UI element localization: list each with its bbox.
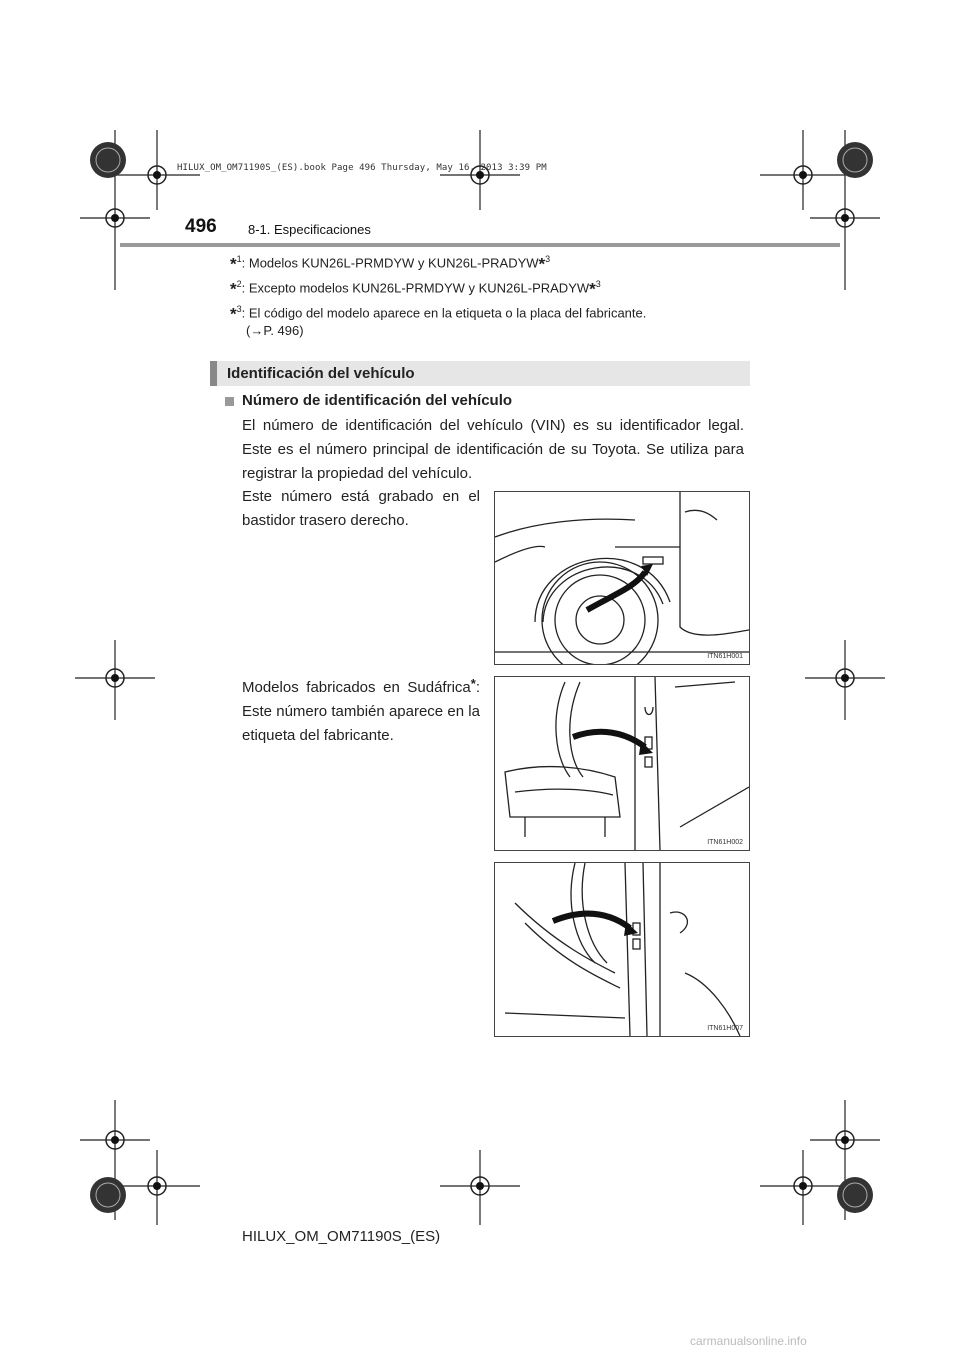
seat-door-pillar-illustration (494, 862, 750, 1037)
footnote-3: *$^3$: El código del modelo aparece en la etiqueta o la placa del fabricante. (230, 304, 647, 324)
driver-seat-door-pillar-illustration (494, 676, 750, 851)
page-number: 496 (185, 216, 217, 237)
book-banner: HILUX_OM_OM71190S_(ES).book Page 496 Thursday, May 16, 2013 3:39 PM (177, 163, 547, 173)
illustration-code: ITN61H007 (707, 1025, 743, 1032)
subheading: Número de identificación del vehículo (242, 392, 513, 409)
header-rule (120, 243, 840, 247)
section-heading (210, 361, 750, 386)
footnote-3-ref: (→P. 496) (246, 323, 304, 338)
footer-doc-id: HILUX_OM_OM71190S_(ES) (242, 1228, 441, 1245)
bullet-icon (225, 397, 234, 406)
illustration-code: ITN61H001 (707, 653, 743, 660)
footnote-1: *$^1$: Modelos KUN26L-PRMDYW y KUN26L-PRADYW*$^3$ (230, 254, 551, 274)
engraved-paragraph: Este número está grabado en el bastidor trasero derecho. (242, 488, 480, 529)
section-title: 8-1. Especificaciones (248, 222, 371, 237)
intro-paragraph: El número de identificación del vehículo (VIN) es su identificador legal. Este es el número principal de identificación de su Toyota. Se utiliza para registrar la propiedad del vehículo. (242, 417, 744, 482)
rear-wheel-frame-illustration (494, 491, 750, 665)
footnote-2: *$^2$: Excepto modelos KUN26L-PRMDYW y KUN26L-PRADYW*$^3$ (230, 279, 601, 299)
section-heading-text: Identificación del vehículo (227, 365, 415, 382)
watermark: carmanualsonline.info (690, 1334, 807, 1348)
illustration-code: ITN61H002 (707, 839, 743, 846)
southafrica-paragraph: Modelos fabricados en Sudáfrica*: Este número también aparece en la etiqueta del fabricante. (242, 676, 480, 744)
